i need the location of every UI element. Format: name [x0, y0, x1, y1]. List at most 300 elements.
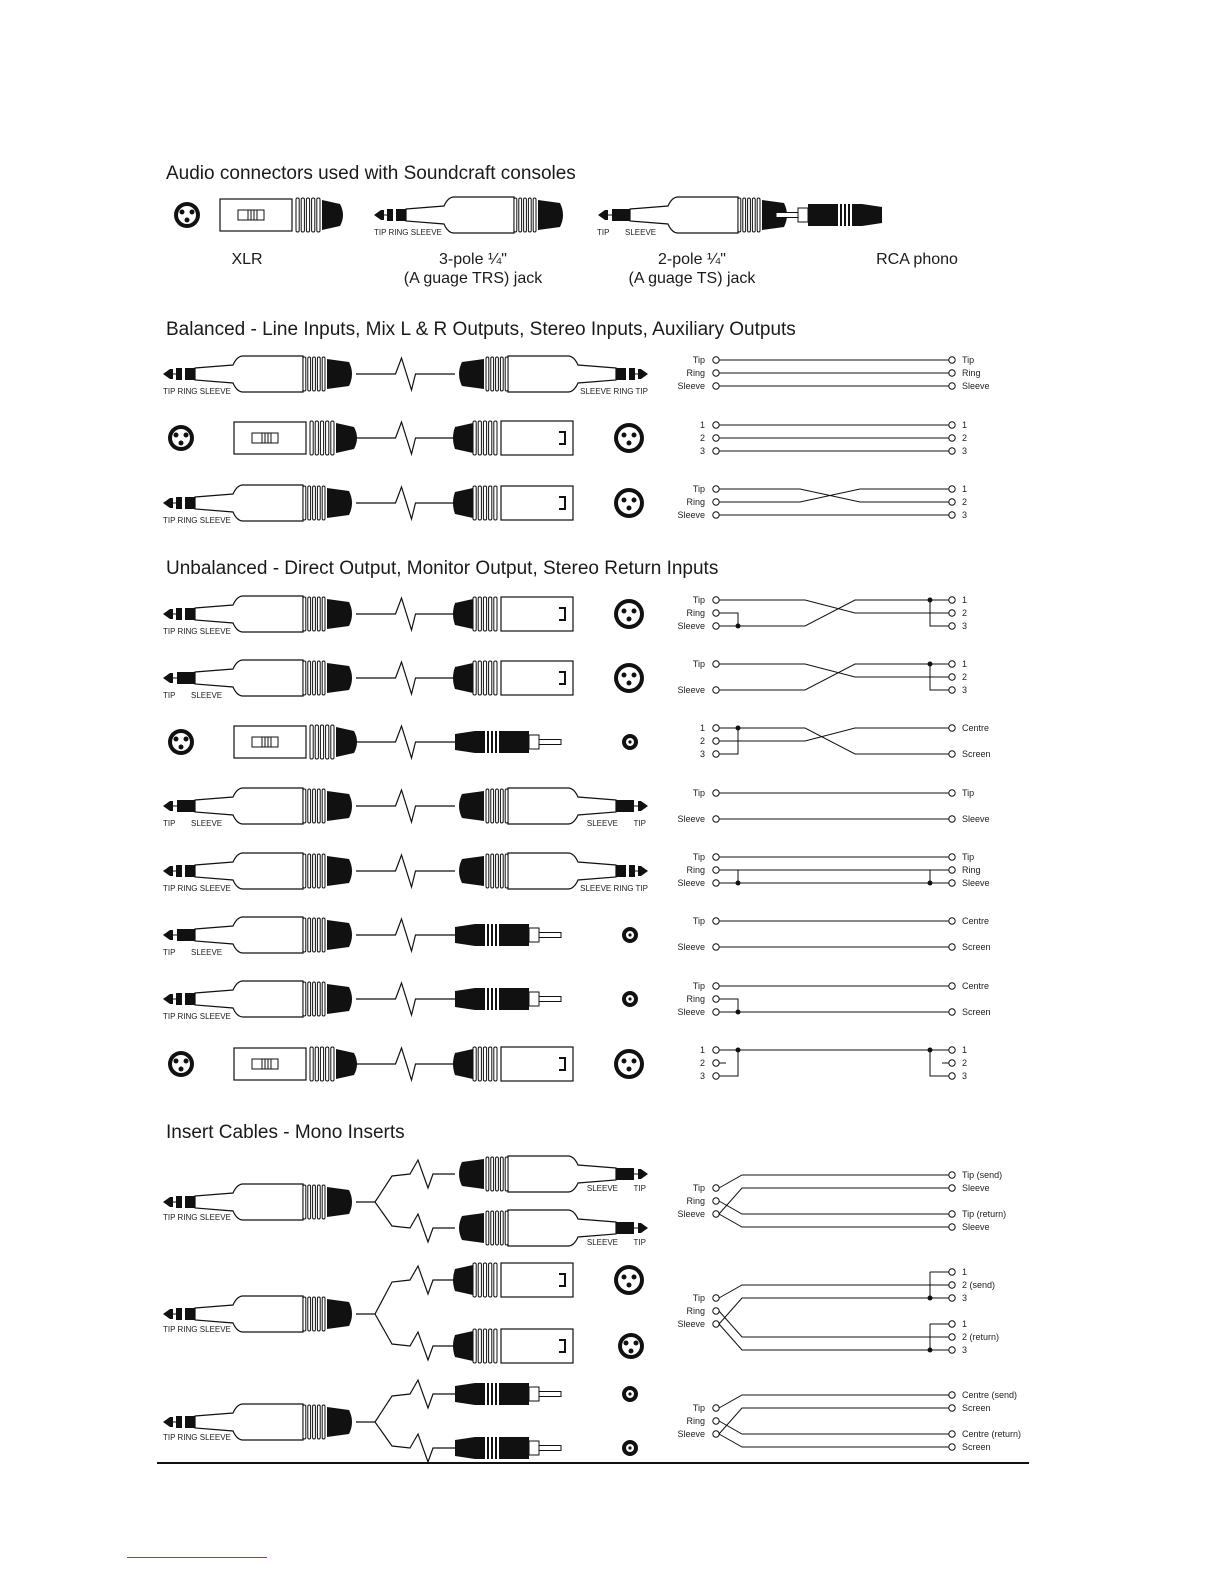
grip-rib [308, 918, 311, 952]
pin-label: 2 [699, 1058, 705, 1068]
cable-wire [356, 358, 455, 390]
insert-cable-split [356, 1160, 455, 1242]
left-jack-label: TIP RING SLEEVE [163, 387, 231, 396]
wire [719, 1421, 949, 1434]
face-pin [179, 745, 184, 750]
plug-insulator [381, 210, 384, 220]
pin-node [713, 448, 719, 454]
pin-label: 1 [699, 420, 705, 430]
grip-rib [489, 1329, 492, 1363]
xlr-male-face-icon [614, 488, 644, 518]
wire [719, 1285, 949, 1298]
xlr-female-face-icon [618, 1333, 644, 1359]
pin-node [713, 816, 719, 822]
plug-tip [163, 866, 170, 876]
bottom-rule [157, 1462, 1029, 1464]
insert-jack-label: TIP RING SLEEVE [163, 1433, 231, 1442]
grip-rib [491, 357, 494, 391]
grip-rib [326, 1047, 329, 1081]
pin-label: 1 [962, 595, 968, 605]
grip-rib [486, 1211, 489, 1245]
pin-label: Sleeve [677, 510, 705, 520]
grip-rib [322, 918, 325, 952]
pin-label: 1 [962, 484, 968, 494]
pin-label: Tip [962, 355, 975, 365]
grip-rib [322, 486, 325, 520]
cable [356, 358, 455, 390]
right-jack-label: SLEEVE RING TIP [580, 387, 648, 396]
strain-relief [453, 599, 473, 629]
grip-rib [483, 486, 486, 520]
grip-rib [496, 357, 499, 391]
plug-tip [163, 609, 170, 619]
connector-name: 2-pole ¼" [658, 251, 726, 268]
pin-node [949, 486, 955, 492]
strain-relief [327, 1187, 352, 1217]
grip-rib [320, 725, 323, 759]
plug-ring [176, 865, 182, 877]
cable-wire [356, 790, 455, 822]
pin-node [713, 357, 719, 363]
plug-tip [598, 210, 605, 220]
xlr-body [501, 421, 573, 455]
strain-relief [453, 663, 473, 693]
strain-relief [327, 1407, 352, 1437]
pin-node [713, 1295, 719, 1301]
pin-label: Ring [686, 497, 705, 507]
face-pin [632, 433, 637, 438]
grip-rib [308, 854, 311, 888]
grip-rib [494, 1329, 497, 1363]
xlr-male-face-icon [614, 423, 644, 453]
grip-rib [322, 789, 325, 823]
xlr-male-plug [453, 1329, 573, 1363]
grip-rib [505, 1157, 508, 1191]
rca-face-icon [622, 734, 638, 750]
jack-sleeve-label: SLEEVE [191, 691, 223, 700]
grip-rib [738, 198, 741, 232]
rca-pin [539, 740, 561, 745]
grip-rib [326, 421, 329, 455]
wire [719, 489, 949, 502]
cable-wire [375, 1202, 455, 1242]
pin-label: Centre [962, 981, 990, 991]
grip-rib [500, 789, 503, 823]
wire [719, 613, 738, 626]
strain-relief [459, 1213, 484, 1243]
plug-sleeve [185, 608, 195, 620]
footer-rule [127, 1557, 267, 1558]
plug-insulator [170, 369, 173, 379]
grip-rib [500, 1211, 503, 1245]
pin-node [949, 661, 955, 667]
grip-rib [505, 854, 508, 888]
pin-node [713, 486, 719, 492]
plug-insulator [170, 1309, 173, 1319]
grip-rib [494, 1047, 497, 1081]
rca-body [475, 731, 529, 753]
grip-rib [322, 854, 325, 888]
grip-rib [500, 854, 503, 888]
grip-rib [478, 1263, 481, 1297]
face-pin [622, 498, 627, 503]
grip-rib [308, 597, 311, 631]
cable [356, 855, 455, 887]
grip-rib [473, 597, 476, 631]
strain-relief [336, 1049, 357, 1079]
face-pin [184, 1059, 189, 1064]
jack-sleeve-label: SLEEVE [586, 1184, 618, 1193]
pin-label: Tip [692, 1183, 705, 1193]
face-pin [628, 740, 631, 743]
face-pin [632, 609, 637, 614]
face-insert [618, 667, 640, 689]
xlr-female-face-icon [168, 425, 194, 451]
grip-rib [317, 357, 320, 391]
pin-label: 2 [699, 736, 705, 746]
rca-body [475, 1383, 529, 1405]
rca-grip-line [493, 731, 495, 753]
pin-node [713, 435, 719, 441]
grip-rib [478, 486, 481, 520]
pin-label: Sleeve [677, 381, 705, 391]
grip-rib [489, 421, 492, 455]
pin-label: Ring [686, 1196, 705, 1206]
ts-pin-label-sleeve: SLEEVE [625, 228, 657, 237]
pin-label: 3 [699, 1071, 705, 1081]
wire [719, 1298, 949, 1324]
grip-rib [315, 725, 318, 759]
pin-node [949, 944, 955, 950]
rca-connector-plug [776, 204, 882, 226]
pin-label: 2 (send) [962, 1280, 996, 1290]
grip-rib [322, 1405, 325, 1439]
wire [719, 1395, 949, 1408]
plug-insulator [170, 994, 173, 1004]
xlr-female-plug [234, 725, 357, 759]
right-ts-plug [459, 788, 648, 824]
pin-label: Tip [692, 788, 705, 798]
cable-wire [356, 1266, 455, 1314]
pin-label: Ring [686, 1306, 705, 1316]
rca-grip-line [489, 731, 491, 753]
pin-label: 1 [962, 1045, 968, 1055]
pin-node [949, 357, 955, 363]
pin-label: 3 [962, 1293, 968, 1303]
pin-label: 2 [962, 608, 968, 618]
grip-rib [322, 982, 325, 1016]
grip-rib [489, 1263, 492, 1297]
rca-grip-line [485, 988, 487, 1010]
jack-tip-label: TIP [633, 819, 646, 828]
cable-wire [356, 1380, 455, 1422]
grip-rib [317, 854, 320, 888]
grip-rib [317, 789, 320, 823]
grip-rib [478, 1329, 481, 1363]
plug-tip [163, 1197, 170, 1207]
rca-grip-line [842, 204, 844, 226]
plug-insulator [170, 930, 173, 940]
grip-rib [303, 661, 306, 695]
pin-node [949, 880, 955, 886]
pin-label: Sleeve [962, 814, 990, 824]
face-pin [190, 210, 195, 215]
rca-pin [539, 1392, 561, 1397]
wire [719, 1311, 949, 1337]
pin-label: Tip [962, 788, 975, 798]
face-pin [184, 433, 189, 438]
plug-insulator [638, 1223, 641, 1233]
pin-label: 1 [699, 723, 705, 733]
grip-rib [496, 854, 499, 888]
pin-label: Tip [962, 852, 975, 862]
strain-relief [327, 984, 352, 1014]
grip-rib [483, 1263, 486, 1297]
pin-label: 3 [962, 685, 968, 695]
pin-node [949, 1392, 955, 1398]
plug-ring [176, 497, 182, 509]
grip-rib [483, 421, 486, 455]
pin-label: 1 [962, 1319, 968, 1329]
rca-shell [798, 208, 808, 222]
xlr-male-plug [453, 597, 573, 631]
pin-label: Sleeve [677, 1209, 705, 1219]
rca-pin [539, 933, 561, 938]
face-pin [174, 433, 179, 438]
plug-ring [176, 993, 182, 1005]
grip-rib [317, 198, 320, 232]
pin-node [949, 1405, 955, 1411]
ts-pin-label-tip: TIP [597, 228, 610, 237]
strain-relief [459, 791, 484, 821]
plug-ring [629, 865, 635, 877]
grip-rib [494, 597, 497, 631]
junction-dot [928, 881, 933, 886]
pin-label: Sleeve [677, 1319, 705, 1329]
pin-label: Centre [962, 916, 990, 926]
grip-rib [317, 1297, 320, 1331]
pin-node [713, 597, 719, 603]
pin-label: Sleeve [677, 1429, 705, 1439]
pin-label: 2 [962, 497, 968, 507]
pin-node [949, 448, 955, 454]
rca-grip-line [497, 924, 499, 946]
rca-pin [539, 997, 561, 1002]
pin-node [713, 854, 719, 860]
plug-tip [163, 930, 170, 940]
grip-rib [308, 982, 311, 1016]
pin-label: Ring [686, 865, 705, 875]
grip-rib [303, 597, 306, 631]
plug-sleeve [185, 1416, 195, 1428]
face-insert [618, 492, 640, 514]
face-pin [628, 997, 631, 1000]
face-pin [622, 433, 627, 438]
grip-rib [505, 357, 508, 391]
grip-rib [496, 1157, 499, 1191]
face-pin [628, 933, 631, 936]
pin-node [713, 880, 719, 886]
rca-phono-plug [455, 1437, 561, 1459]
pin-label: 3 [699, 446, 705, 456]
strain-relief [327, 791, 352, 821]
pin-label: Tip [692, 595, 705, 605]
right-jack-label: SLEEVE RING TIP [580, 884, 648, 893]
plug-ring [176, 608, 182, 620]
plug-sleeve [616, 865, 626, 877]
pin-node [713, 1198, 719, 1204]
pin-label: Sleeve [962, 878, 990, 888]
pin-label: 1 [699, 1045, 705, 1055]
pin-node [949, 499, 955, 505]
pin-label: Ring [686, 994, 705, 1004]
wire [719, 1175, 949, 1188]
grip-rib [313, 661, 316, 695]
grip-rib [303, 854, 306, 888]
plug-sleeve [177, 929, 195, 941]
pin-label: 3 [699, 749, 705, 759]
pin-label: Sleeve [962, 1183, 990, 1193]
junction-dot [736, 1010, 741, 1015]
grip-rib [331, 421, 334, 455]
grip-rib [483, 1047, 486, 1081]
plug-ring [176, 1416, 182, 1428]
grip-rib [313, 357, 316, 391]
rca-grip-line [850, 204, 852, 226]
plug-sleeve [185, 865, 195, 877]
xlr-male-plug [453, 421, 573, 455]
pin-label: Tip [692, 852, 705, 862]
junction-dot [736, 1048, 741, 1053]
grip-rib [317, 486, 320, 520]
grip-rib [489, 597, 492, 631]
grip-rib [303, 1297, 306, 1331]
plug-tip [641, 369, 648, 379]
pin-node [713, 1185, 719, 1191]
grip-rib [326, 725, 329, 759]
grip-rib [308, 486, 311, 520]
connector-sub: (A guage TRS) jack [403, 270, 543, 287]
pin-label: 3 [962, 1345, 968, 1355]
pin-node [949, 1269, 955, 1275]
grip-rib [478, 421, 481, 455]
grip-rib [313, 486, 316, 520]
grip-rib [486, 789, 489, 823]
plug-ring [176, 368, 182, 380]
jack-sleeve-label: SLEEVE [586, 1238, 618, 1247]
cable-wire [356, 919, 455, 951]
grip-rib [486, 854, 489, 888]
pin-node [949, 623, 955, 629]
grip-rib [322, 1185, 325, 1219]
pin-node [949, 816, 955, 822]
rca-face-icon [622, 1386, 638, 1402]
plug-insulator [170, 866, 173, 876]
plug-sleeve [185, 368, 195, 380]
rca-pin [776, 213, 798, 218]
connector-name: 3-pole ¼" [439, 251, 507, 268]
plug-insulator [638, 1169, 641, 1179]
pin-label: 3 [962, 446, 968, 456]
pin-node [949, 1060, 955, 1066]
face-pin [628, 1392, 631, 1395]
strain-relief [455, 1383, 475, 1405]
insert-ts-return-plug [459, 1210, 648, 1246]
strain-relief [322, 200, 343, 230]
pin-label: Sleeve [677, 878, 705, 888]
plug-tip [163, 801, 170, 811]
pin-node [713, 499, 719, 505]
xlr-female-plug [234, 1047, 357, 1081]
pin-label: 3 [962, 1071, 968, 1081]
jack-tip-label: TIP [163, 819, 176, 828]
plug-sleeve [396, 209, 406, 221]
grip-rib [301, 198, 304, 232]
grip-rib [303, 1185, 306, 1219]
grip-rib [303, 789, 306, 823]
pin-label: Tip [692, 659, 705, 669]
pin-node [949, 370, 955, 376]
pin-node [713, 996, 719, 1002]
strain-relief [327, 856, 352, 886]
pin-node [713, 918, 719, 924]
connector-sub: (A guage TS) jack [628, 270, 756, 287]
cable [356, 598, 455, 630]
plug-ring [176, 1308, 182, 1320]
wire [719, 999, 738, 1012]
xlr-body [501, 661, 573, 695]
plug-tip [641, 866, 648, 876]
pin-label: 1 [962, 1267, 968, 1277]
cable-wire [356, 983, 455, 1015]
cable-wire [375, 1422, 455, 1462]
pin-node [713, 738, 719, 744]
strain-relief [459, 1159, 484, 1189]
grip-rib [303, 1405, 306, 1439]
connector-name: XLR [231, 251, 263, 268]
grip-rib [496, 789, 499, 823]
face-insert [618, 603, 640, 625]
xlr-body [501, 1047, 573, 1081]
pin-node [713, 1060, 719, 1066]
rca-body [475, 988, 529, 1010]
grip-rib [313, 1185, 316, 1219]
pin-label: Screen [962, 942, 991, 952]
pin-node [949, 1185, 955, 1191]
pin-label: Screen [962, 749, 991, 759]
pin-node [713, 790, 719, 796]
left-jack-label: TIP RING SLEEVE [163, 516, 231, 525]
rca-grip-line [485, 1437, 487, 1459]
pin-node [713, 1308, 719, 1314]
pin-label: Sleeve [677, 685, 705, 695]
strain-relief [453, 1265, 473, 1295]
cable-wire [356, 855, 455, 887]
pin-label: Sleeve [677, 942, 705, 952]
pin-node [949, 1073, 955, 1079]
grip-rib [312, 198, 315, 232]
xlr-male-face-icon [614, 1049, 644, 1079]
strain-relief [327, 599, 352, 629]
pin-node [949, 854, 955, 860]
grip-rib [317, 982, 320, 1016]
grip-rib [478, 597, 481, 631]
grip-rib [514, 198, 517, 232]
pin-node [949, 674, 955, 680]
junction-dot [928, 1296, 933, 1301]
grip-rib [322, 1297, 325, 1331]
plug-ring [629, 368, 635, 380]
